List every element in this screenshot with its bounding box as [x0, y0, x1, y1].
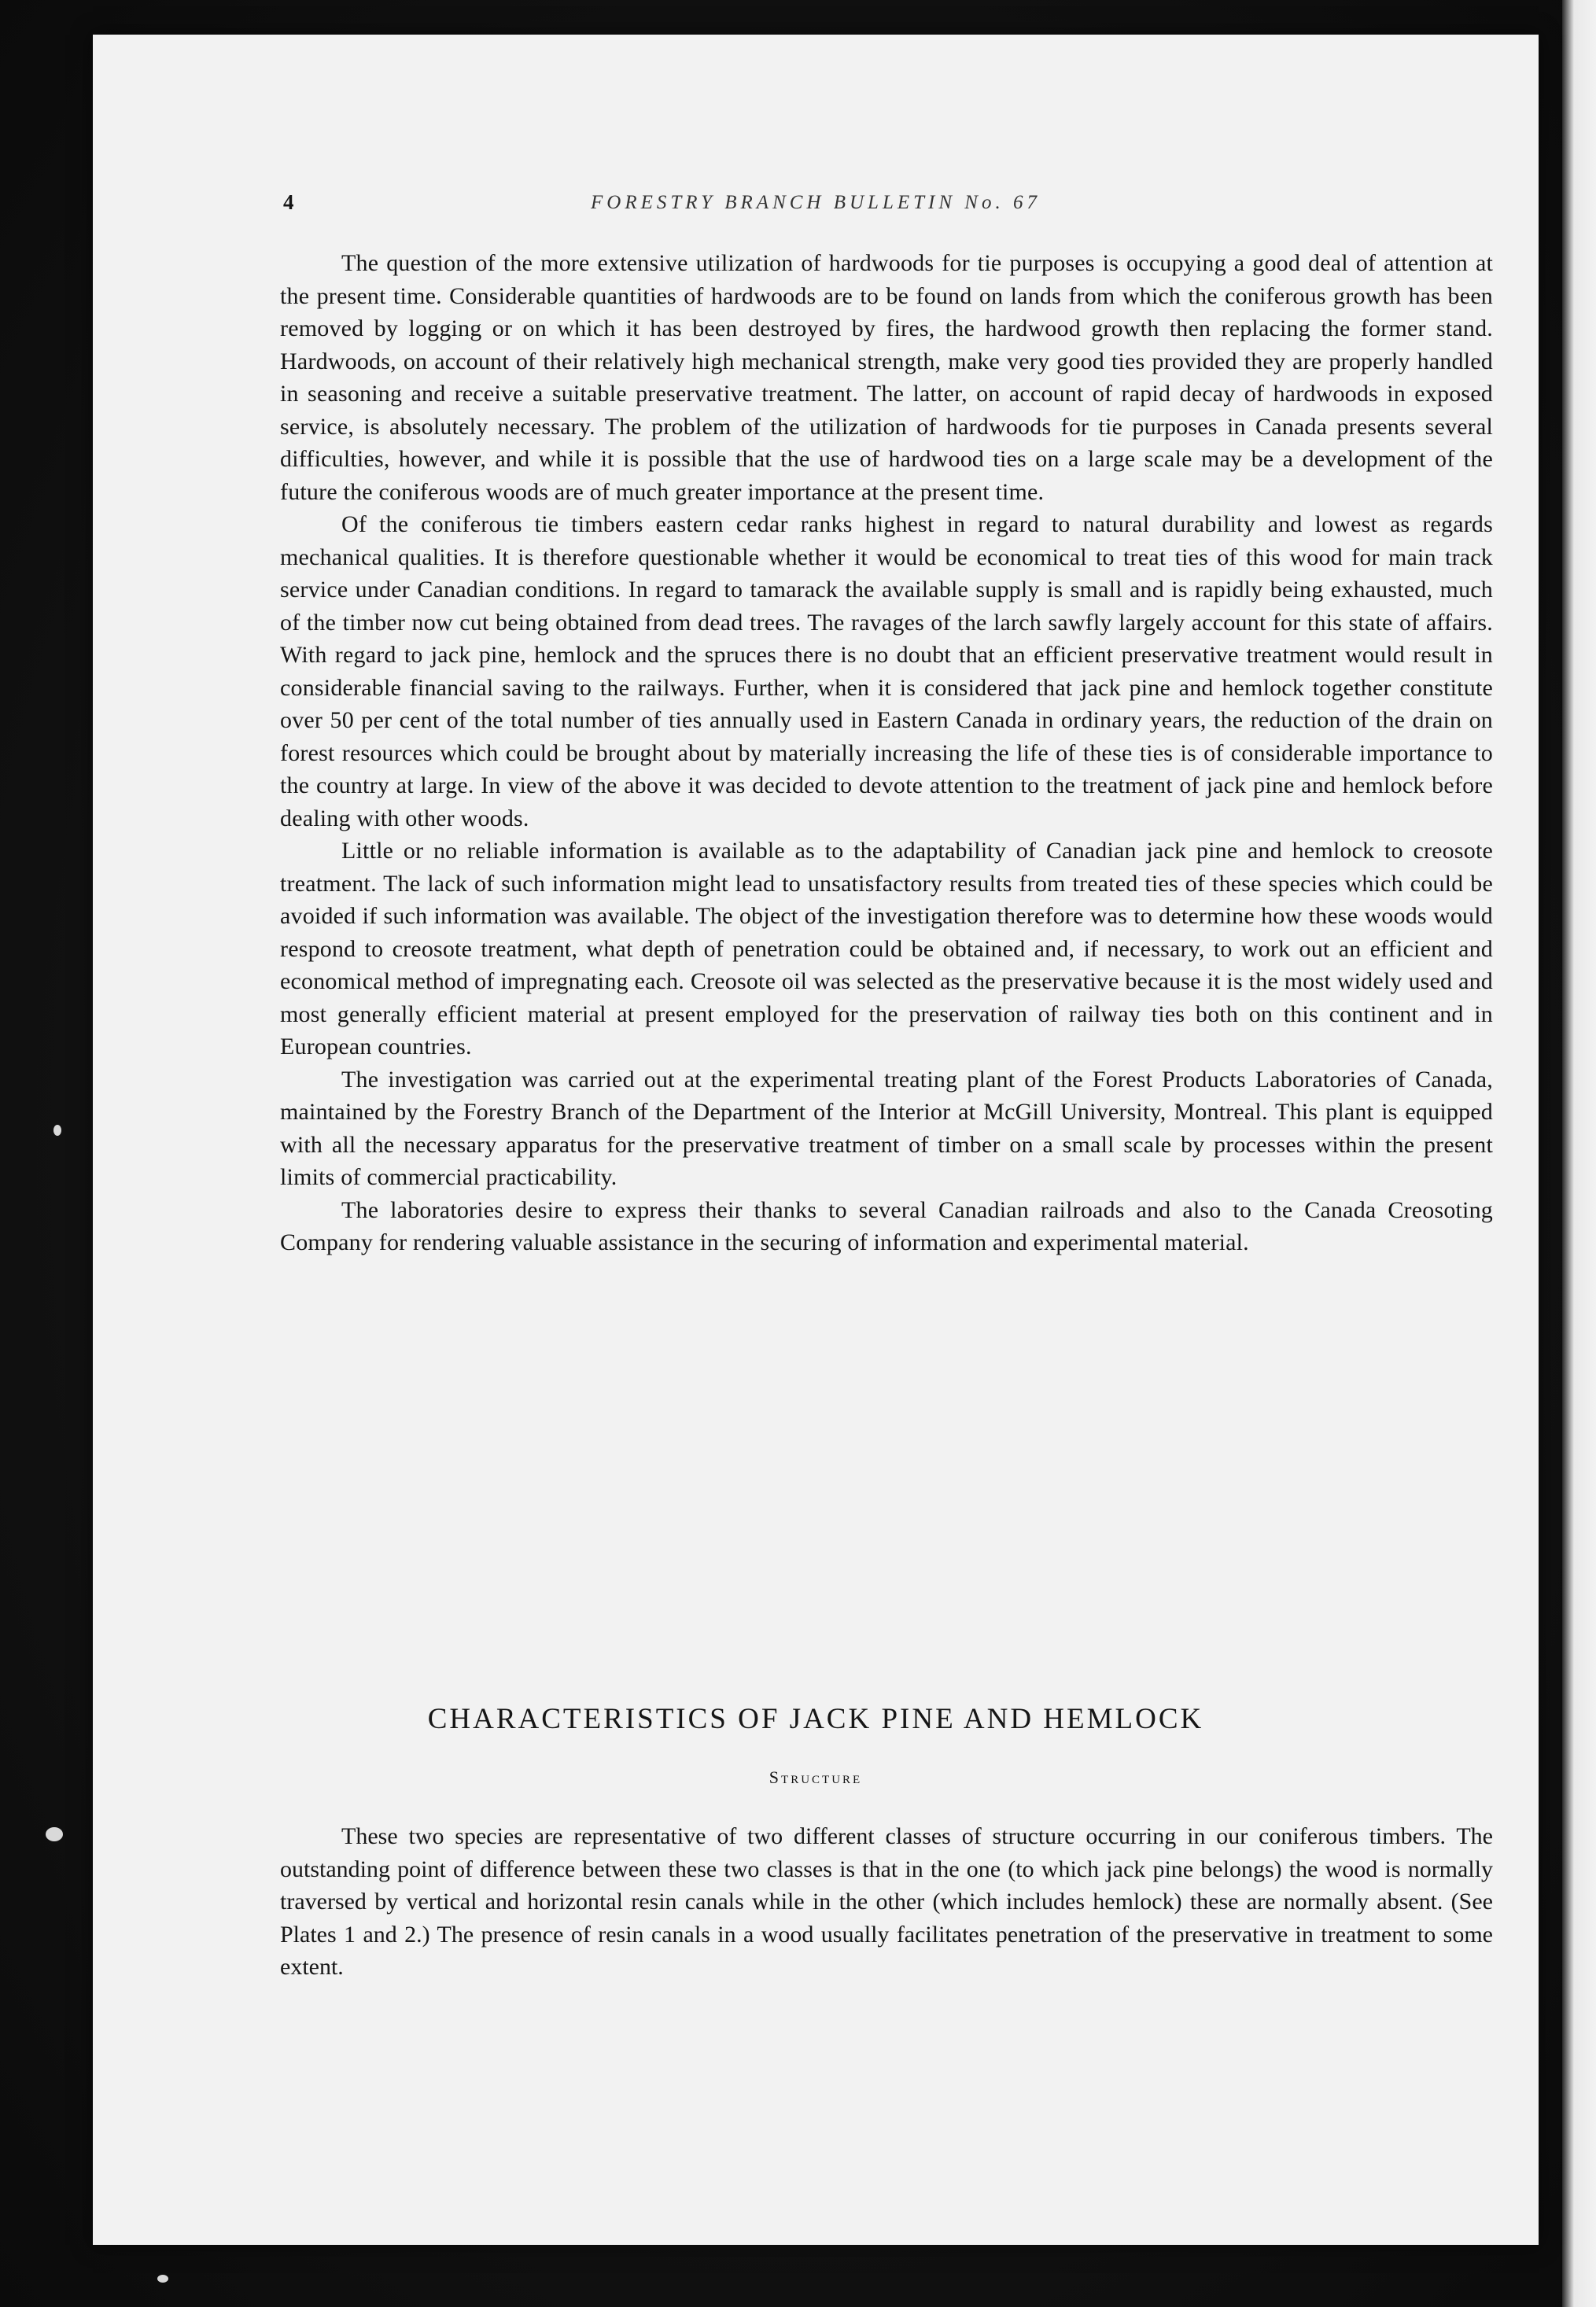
scan-speck — [46, 1827, 63, 1841]
body-text — [280, 247, 1493, 1259]
document-page — [93, 35, 1539, 2245]
paragraph: Little or no reliable information is available as to the adaptability of Canadian jack pine and hemlock to creosote treatment. The lack of such information might lead to unsatisfactory results from treated ties of these species which could be avoided if such information was available. The object of the investigation therefore was to determine how these woods would respond to creosote treatment, what depth of penetration could be obtained and, if necessary, to work out an efficient and economical method of impregnating each. Creosote oil was selected as the preservative because it is the most widely used and most generally efficient material at present employed for the preservation of railway ties both on this continent and in European countries. — [280, 838, 1493, 1060]
paragraph: The investigation was carried out at the experimental treating plant of the Forest Products Laboratories of Canada, maintained by the Forestry Branch of the Department of the Interior at McGill University, Montreal. This plant is equipped with all the necessary apparatus for the preservative treatment of timber on a small scale by processes within the present limits of commercial practicability. — [280, 1066, 1493, 1190]
adjacent-page-edge — [1562, 0, 1596, 2307]
section-body — [280, 1820, 1493, 1984]
scan-speck — [53, 1125, 61, 1136]
page-number: 4 — [283, 190, 294, 214]
paragraph: The question of the more extensive utilization of hardwoods for tie purposes is occupying a good deal of attention at the present time. Considerable quantities of hardwoods are to be found on lands from which the coniferous growth has been removed by logging or on which it has been destroyed by fires, the hardwood growth then replacing the former stand. Hardwoods, on account of their relatively high mechanical strength, make very good ties provided they are properly handled in seasoning and receive a suitable preservative treatment. The latter, on account of rapid decay of hardwoods in exposed service, is absolutely necessary. The problem of the utilization of hardwoods for tie purposes in Canada presents several difficulties, however, and while it is possible that the use of hardwood ties on a large scale may be a development of the future the coniferous woods are of much greater importance at the present time. — [280, 250, 1493, 505]
section-heading: CHARACTERISTICS OF JACK PINE AND HEMLOCK — [427, 1703, 1204, 1735]
scan-speck — [157, 2275, 168, 2283]
paragraph: Of the coniferous tie timbers eastern cedar ranks highest in regard to natural durability and lowest as regards mechanical qualities. It is therefore questionable whether it would be economical to treat ties of this wood for main track service under Canadian conditions. In regard to tamarack the available supply is small and is rapidly being exhausted, much of the timber now cut being obtained from dead trees. The ravages of the larch sawfly largely account for this state of affairs. With regard to jack pine, hemlock and the spruces there is no doubt that an efficient preservative treatment would result in considerable financial saving to the railways. Further, when it is considered that jack pine and hemlock together constitute over 50 per cent of the total number of ties annually used in Eastern Canada in ordinary years, the reduction of the drain on forest resources which could be brought about by materially increasing the life of these ties is of considerable importance to the country at large. In view of the above it was decided to devote attention to the treatment of jack pine and hemlock before dealing with other woods. — [280, 511, 1493, 831]
paragraph: The laboratories desire to express their thanks to several Canadian railroads and also to the Canada Creosoting Company for rendering valuable assistance in the securing of information and experimental material. — [280, 1196, 1493, 1255]
section-subheading: Structure — [769, 1767, 863, 1787]
paragraph: These two species are representative of two different classes of structure occurring in our coniferous timbers. The outstanding point of difference between these two classes is that in the one (to which jack pine belongs) the wood is normally traversed by vertical and horizontal resin canals while in the other (which includes hemlock) these are normally absent. (See Plates 1 and 2.) The presence of resin canals in a wood usually facilitates penetration of the preservative in treatment to some extent. — [280, 1823, 1493, 1980]
running-title: FORESTRY BRANCH BULLETIN No. 67 — [591, 192, 1041, 213]
running-header — [93, 190, 1539, 222]
